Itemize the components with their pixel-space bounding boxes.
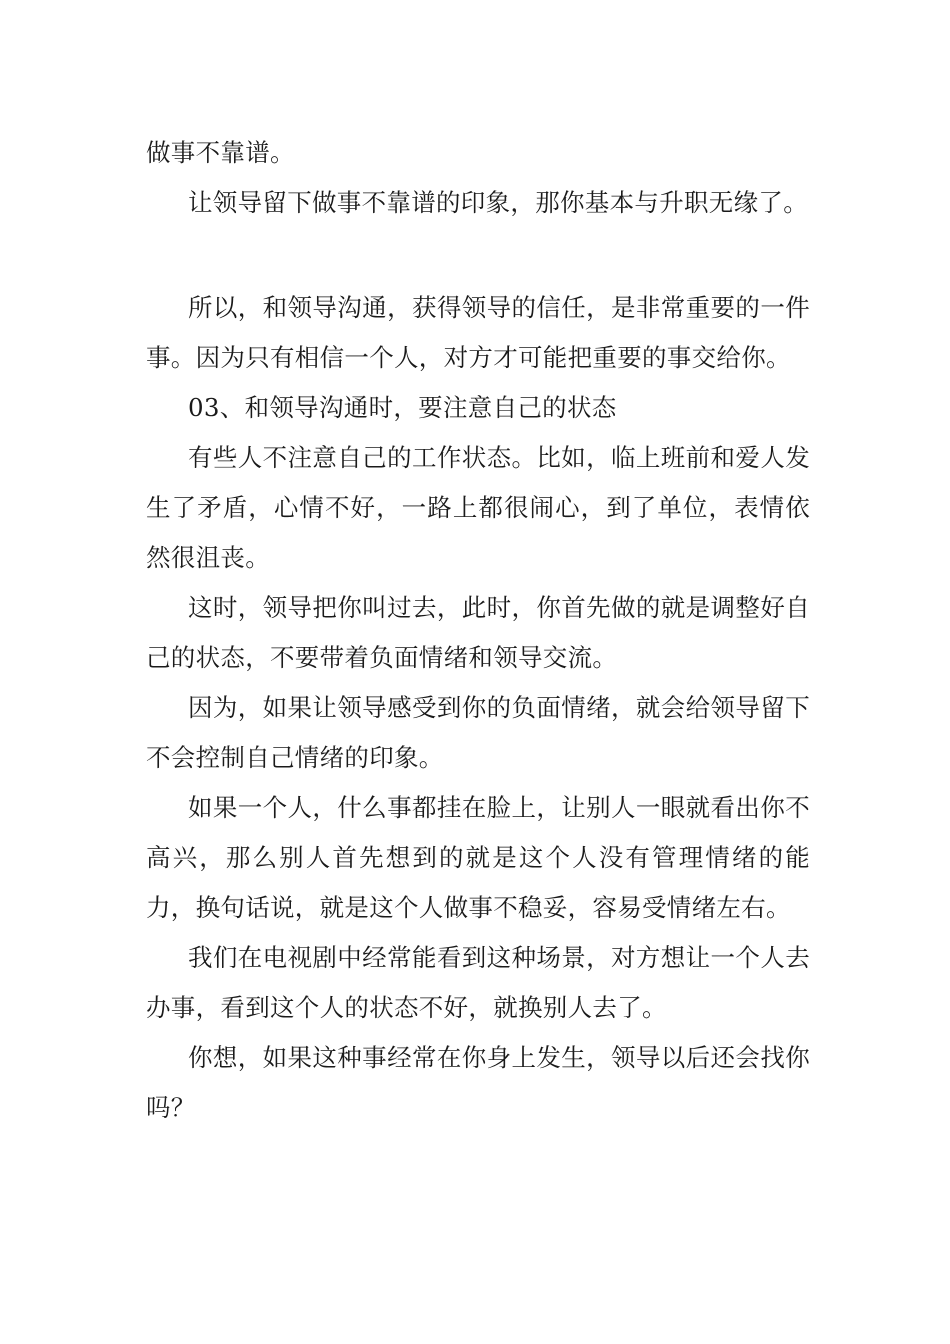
paragraph: 因为，如果让领导感受到你的负面情绪，就会给领导留下不会控制自己情绪的印象。 [146, 693, 810, 772]
section-heading: 03、和领导沟通时，要注意自己的状态 [188, 393, 617, 422]
paragraph: 所以，和领导沟通，获得领导的信任，是非常重要的一件事。因为只有相信一个人，对方才可能把重要的事交给你。 [146, 293, 810, 372]
paragraph: 你想，如果这种事经常在你身上发生，领导以后还会找你吗？ [146, 1043, 810, 1122]
paragraph: 这时，领导把你叫过去，此时，你首先做的就是调整好自己的状态，不要带着负面情绪和领导交流。 [146, 593, 810, 672]
document-page [146, 128, 810, 1133]
paragraph: 有些人不注意自己的工作状态。比如，临上班前和爱人发生了矛盾，心情不好，一路上都很闹心，到了单位，表情依然很沮丧。 [146, 443, 810, 572]
paragraph: 让领导留下做事不靠谱的印象，那你基本与升职无缘了。 [188, 188, 808, 217]
paragraph-continuation: 做事不靠谱。 [146, 138, 295, 167]
paragraph-spacer [146, 228, 810, 283]
paragraph: 我们在电视剧中经常能看到这种场景，对方想让一个人去办事，看到这个人的状态不好，就换别人去了。 [146, 943, 810, 1022]
paragraph: 如果一个人，什么事都挂在脸上，让别人一眼就看出你不高兴，那么别人首先想到的就是这个人没有管理情绪的能力，换句话说，就是这个人做事不稳妥，容易受情绪左右。 [146, 793, 810, 922]
